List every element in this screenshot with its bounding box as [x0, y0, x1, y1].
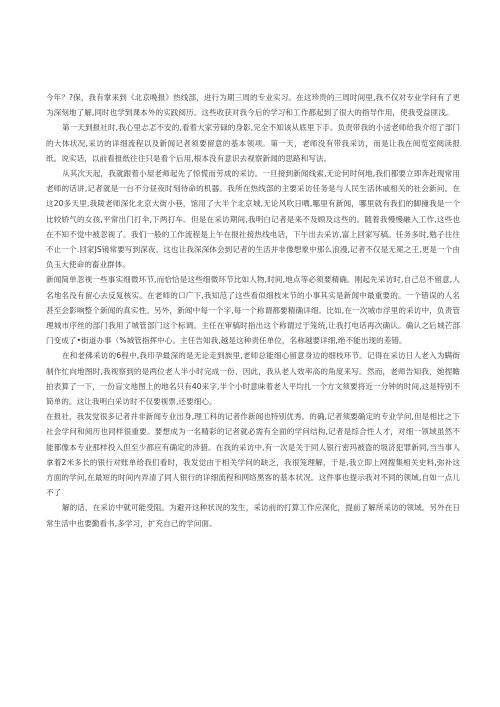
paragraph-4: 新闻简单忽视一些事实细微环节,而恰恰是这些细微环节比如人物,时间,地点等必须要精确。刚起先采访时,自己总不留意,人名地名没有留心去反复核实。在老师的口广下,我知范了这些看似细枝末节的小事其实是新闻中最重要的。一个错误的人名甚至会影响整个新闻的真实性。另外，新闻中每一个字,每一个称谓都要精确详细。比如,在一次城市浮里的采访中，负责管理城市序丝的部门我用了城管部门这个标调。主任在审稿时指出这个称谓过于笼统,让我打电话再次确认。确认之后城芒部门变成了•街道办事（%城管指挥中心。主任告知我,越是这种责任单位，名称越要详细,绝不能出现的差错。 — [46, 275, 460, 346]
paragraph-7: 解的话，在采访中就可能受阻。为避开这种状况的发生，采访前的打算工作应深化，提前了解所采访的领域。另外在日常生活中也要勤看书,多学习，扩充自己的学问面。 — [46, 503, 460, 528]
paragraph-1: 今年？?保，我有掌来到《北京晚报》热线部，进行为期三周的专业实习。在这珍贵的三周时间里,我不仅对专业学问有了更为深刻地了解,同时也学到课本外的实践阅历。这些收获对我今后的学习和工作都起到了很大的指导作用，使我受益匪浅。 — [46, 93, 460, 118]
paragraph-5: 在和老佛采访的6程中,我印孕最深的是无论走到族里,老师总能细心留意身边的细枝环节。记得在采访日人老入为瞒街制作忙向地图时,我视察到的是两位老人半小时完成一份、因此，我从老人效率高的角度来写。然而，老师告知我，她捏瞻拍表算了一下，一份盲文地图上的地名只有40来字,半个小时意味着老人平均扎一个方文须要将近一分钟的时间,这是特别不简单的。这让我明白采访时不仅要视票,还要细心。 — [46, 351, 460, 407]
paragraph-2: 第一天到报社时,我心里忐忑不安的,看着大家劳碌的身影,完全不知该从底里下手。负责带我的小送老师给我介绍了部门的大体状况,采访的详细流程以及新闻记者须要留意的基本领项。第一天，老师没有带我采访，而是让我在阅览室阅读报纸。说实话，以前看报纸往往只是看个后用,根本没有意识去视察新闻的思路和写法。 — [46, 123, 460, 163]
paragraph-3: 从其次天起，我就跟着小屋老师起先了惊慌而劳成的采访。一旦接到新闻线索,无论何时何地,我们都要立即奔赴现常用老师的话讲,记者就是一台不分昼夜时刻待命的机器。我所在热线部的主要采访任务是与人民生活休戚相关的社会新问。在这20多天里,我陵老师深化北京大街小巷，馆用了大半个北京城,无论风吹日晒,哪里有新闻，哪里就有我们的脚撞我是一个比较娇气的女孩,平常出门打伞,下两打车。但是在采访期间,我明白记者是来不及顾及这些的。随着我慢慢融入工作,这些也在不知不觉中被忽视了。我们一般的工作流程是上午在报社接热线电话，下午出去采访,富上回家写稿。任务多时,勉子往往不止一个.回家JS镜常要写到深夜。这也让我深深体会到记者的生活并非像想象中那么浪漫,记者不仅是无冕之王,更是一个由负玉大使命的畜业群体。 — [46, 169, 460, 270]
paragraph-6: 在报社，我发觉很多记者并非新闻专业出身,理工科的记者作新闻也特别优秀。的确,记者须要确定的专业学问,但是相比之下社会学问和阅历也同样很重要。要想成为一名精彩的记者就必需有全面的学问结构,记者是综合性人才，对细一领域虽然不能都像本专业那样投入但至少都应有确定的涉猎。在我的采访中,有一次是关于同人银行密玛被盗的圾济犯罪新同,当当事人拿着2米多长的银行对账单给我们看时，我发觉由于相关学问的缺乏，我很笼理解，于是,我立即上网搜集相关史料,弥补这方面的学问,在最短的时间内弄清了同人银行的详细流程和网络黑客的基本状况。这件事也提示我对不同的领域,自如一点儿不了 — [46, 412, 460, 498]
